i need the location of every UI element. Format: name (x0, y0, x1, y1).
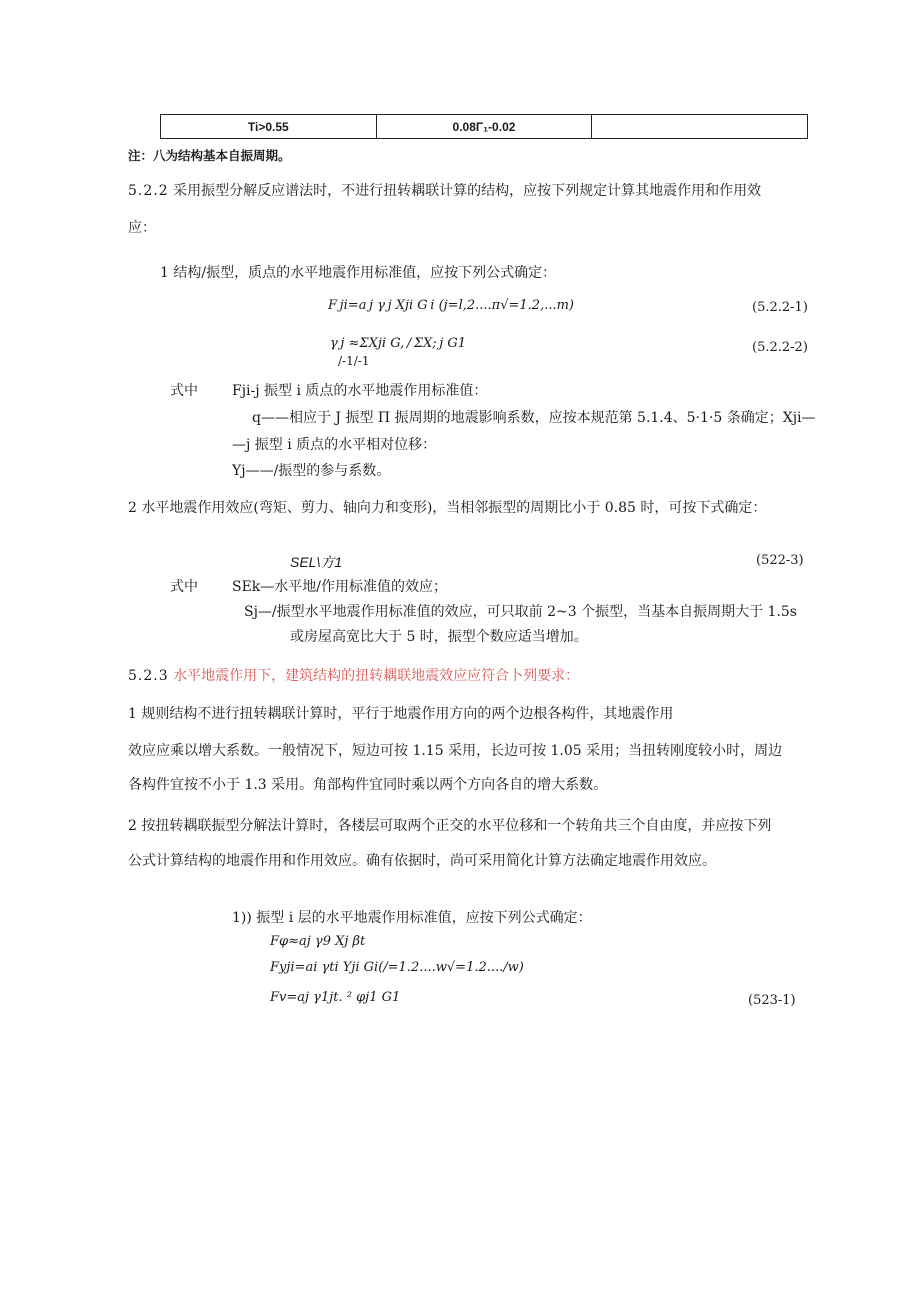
section-number: 5.2.3 (128, 668, 169, 684)
equation-5-2-2-2: γ j ≈ΣXji G, / ΣX; j G1 (330, 336, 467, 351)
table-cell: 0.08Γ₁-0.02 (376, 115, 592, 139)
equation-f-phi: Fφ≈aj γ9 Xj βt (270, 934, 366, 949)
paragraph-2-line1: 2 按扭转耦联振型分解法计算时，各楼层可取两个正交的水平位移和一个转角共三个自由度，并应按下列 (128, 818, 772, 834)
paragraph-1-line2: 效应应乘以增大系数。一般情况下，短边可按 1.15 采用，长边可按 1.05 采用；当扭转刚度较小时，周边 (128, 743, 783, 759)
table-row (161, 115, 808, 139)
equation-number: (522-3) (756, 553, 804, 568)
definition-sj: Sj—/振型水平地震作用标准值的效应，可只取前 2~3 个振型，当基本自振周期大于 1.5s (244, 604, 797, 620)
item-2-heading: 2 水平地震作用效应(弯矩、剪力、轴向力和变形)，当相邻振型的周期比小于 0.85 时，可按下式确定： (128, 500, 767, 516)
paragraph-1-line3: 各构件宜按不小于 1.3 采用。角部构件宜同时乘以两个方向各自的增大系数。 (128, 777, 608, 793)
section-5-2-2-line2: 应： (128, 220, 156, 236)
definition-alpha: q——相应于 J 振型 Π 振周期的地震影响系数，应按本规范第 5.1.4、5·1·5 条确定；Xji— (252, 410, 816, 426)
section-number: 5.2.2 (128, 183, 169, 199)
equation-f-yji: Fyji=ai γti Yji Gi(/=1.2....w√=1.2..../w) (270, 960, 524, 975)
where-label: 式中 (170, 383, 198, 399)
equation-5-2-2-3: SEL\方1 (290, 554, 343, 570)
equation-5-2-2-1: F ji=a j γ j Xji G i (j=l,2....π√=1.2,...m) (328, 298, 574, 313)
period-table (160, 114, 808, 139)
subitem-1-heading: 1)) 振型 i 层的水平地震作用标准值，应按下列公式确定： (232, 910, 592, 926)
equation-sub-index: /-1/-1 (338, 354, 370, 368)
definition-xji: —j 振型 i 质点的水平相对位移： (232, 437, 437, 453)
table-cell (592, 115, 808, 139)
where-label: 式中 (170, 579, 198, 595)
table-cell: Ti>0.55 (161, 115, 377, 139)
item-1-heading: 1 结构/振型，质点的水平地震作用标准值，应按下列公式确定： (160, 265, 557, 281)
paragraph-1-line1: 1 规则结构不进行扭转耦联计算时，平行于地震作用方向的两个边根各构件，其地震作用 (128, 706, 674, 722)
definition-fji: Fji-j 振型 i 质点的水平地震作用标准值： (232, 383, 488, 399)
definition-gamma: Yj——/振型的参与系数。 (232, 463, 391, 479)
definition-sek: SEk—水平地/作用标准值的效应； (232, 579, 448, 595)
section-5-2-3-heading (128, 665, 579, 685)
table-note: 注：八为结构基本自振周期。 (128, 149, 291, 163)
paragraph-2-line2: 公式计算结构的地震作用和作用效应。确有依据时，尚可采用简化计算方法确定地震作用效应。 (128, 853, 716, 869)
section-text: 采用振型分解反应谱法时，不进行扭转耦联计算的结构，应按下列规定计算其地震作用和作用效 (173, 183, 762, 199)
definition-sj-cont: 或房屋高宽比大于 5 时，振型个数应适当增加。 (290, 629, 588, 645)
equation-number: (5.2.2-2) (752, 340, 808, 355)
equation-number: (523-1) (748, 993, 796, 1008)
section-title: 水平地震作用下，建筑结构的扭转耦联地震效应应符合卜列要求： (173, 668, 580, 684)
equation-f-v: Fv=aj γ1jt. ² φj1 G1 (270, 990, 401, 1005)
equation-number: (5.2.2-1) (752, 300, 808, 315)
section-5-2-2-line1 (128, 180, 761, 200)
